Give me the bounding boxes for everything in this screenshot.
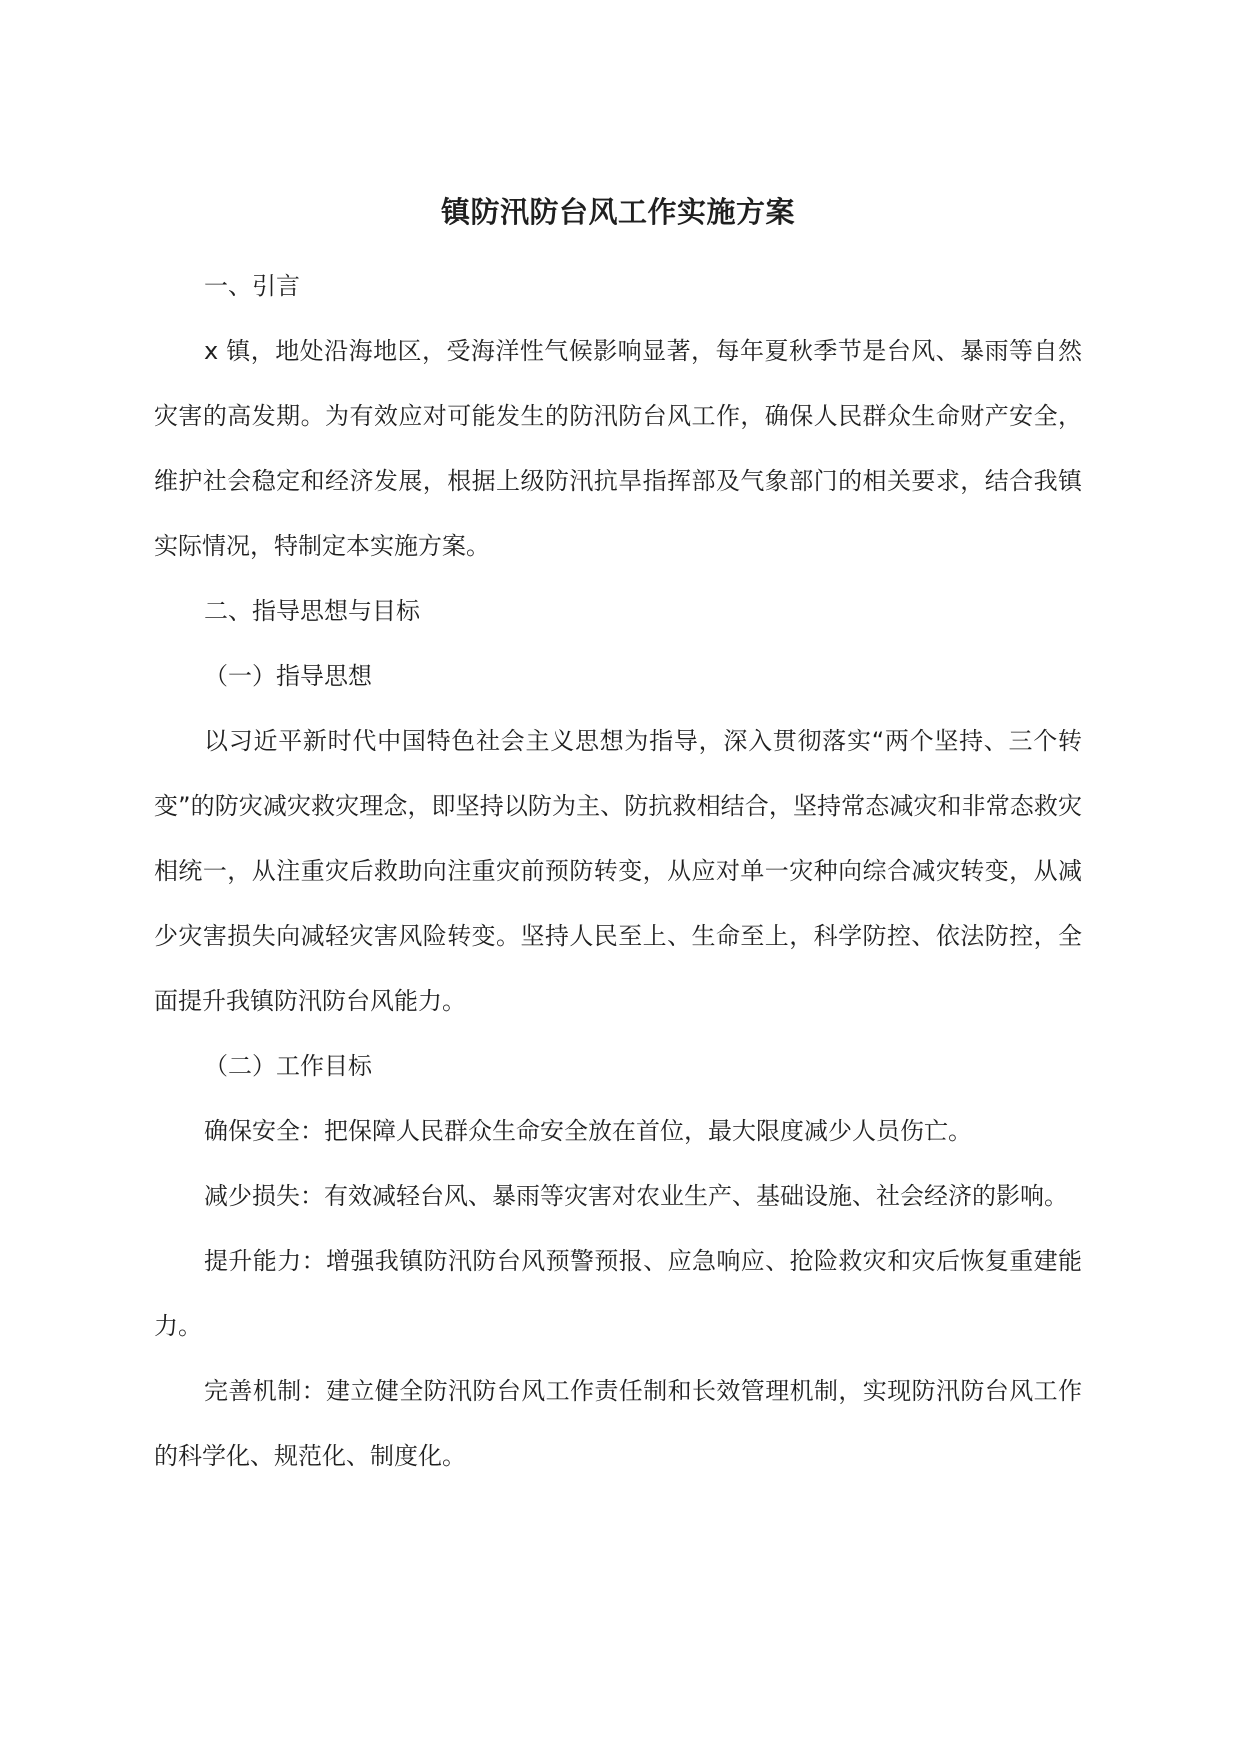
document-body (154, 254, 1082, 1489)
goal-improve-capability: 提升能力：增强我镇防汛防台风预警预报、应急响应、抢险救灾和灾后恢复重建能力。 (154, 1247, 1082, 1340)
goal-ensure-safety: 确保安全：把保障人民群众生命安全放在首位，最大限度减少人员伤亡。 (204, 1117, 972, 1145)
subsection-heading-guiding-ideology: （一）指导思想 (204, 662, 372, 690)
section-heading-introduction: 一、引言 (204, 272, 300, 300)
document-title: 镇防汛防台风工作实施方案 (440, 195, 795, 229)
paragraph-guiding-ideology: 以习近平新时代中国特色社会主义思想为指导，深入贯彻落实“两个坚持、三个转变”的防灾减灾救灾理念，即坚持以防为主、防抗救相结合，坚持常态减灾和非常态救灾相统一，从注重灾后救助向注重灾前预防转变，从应对单一灾种向综合减灾转变，从减少灾害损失向减轻灾害风险转变。坚持人民至上、生命至上，科学防控、依法防控，全面提升我镇防汛防台风能力。 (154, 727, 1082, 1015)
subsection-heading-work-goals: （二）工作目标 (204, 1052, 372, 1080)
section-heading-guiding-ideology-goals: 二、指导思想与目标 (204, 597, 420, 625)
goal-reduce-losses: 减少损失：有效减轻台风、暴雨等灾害对农业生产、基础设施、社会经济的影响。 (204, 1182, 1068, 1210)
goal-improve-mechanism: 完善机制：建立健全防汛防台风工作责任制和长效管理机制，实现防汛防台风工作的科学化、规范化、制度化。 (154, 1377, 1082, 1470)
document-page (154, 0, 1082, 1754)
paragraph-introduction: x 镇，地处沿海地区，受海洋性气候影响显著，每年夏秋季节是台风、暴雨等自然灾害的高发期。为有效应对可能发生的防汛防台风工作，确保人民群众生命财产安全，维护社会稳定和经济发展，根据上级防汛抗旱指挥部及气象部门的相关要求，结合我镇实际情况，特制定本实施方案。 (154, 337, 1082, 560)
